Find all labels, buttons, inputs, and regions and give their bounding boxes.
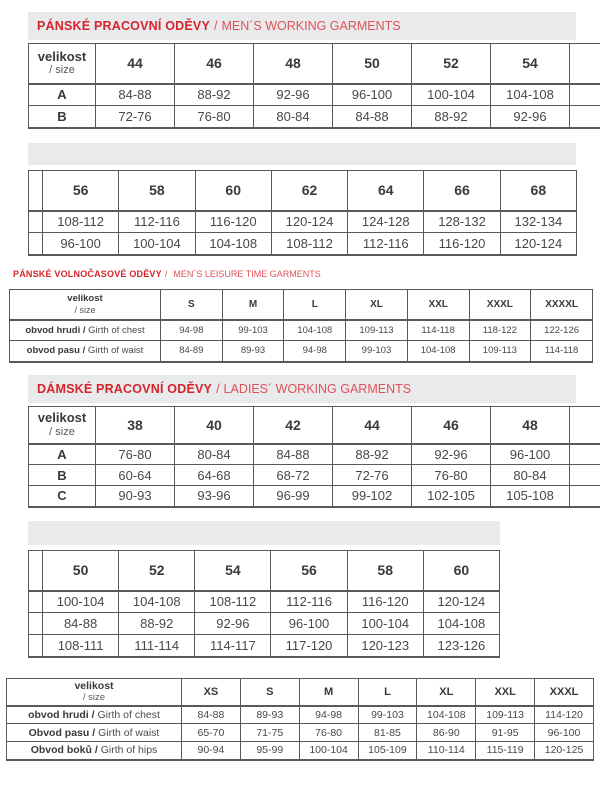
value-cell: 108-111	[43, 635, 119, 657]
section-title-czech: PÁNSKÉ PRACOVNÍ ODĚVY	[37, 19, 210, 33]
size-header-cell: S	[240, 679, 299, 706]
value-cell: 91-95	[476, 724, 535, 742]
value-cell: 100-104	[119, 233, 195, 255]
value-cell: 99-103	[358, 706, 417, 724]
value-cell: 99-103	[346, 341, 408, 362]
table-header-row	[7, 679, 594, 706]
clipped-label-cell	[29, 591, 43, 613]
size-header-cell: 40	[175, 407, 254, 444]
size-label-cell	[29, 407, 96, 444]
row-label-czech: obvod hrudi /	[28, 708, 95, 721]
clipped-label-cell	[29, 211, 43, 233]
value-cell: 120-124	[271, 211, 347, 233]
value-cell: 71-75	[240, 724, 299, 742]
clipped-column-cell	[570, 465, 600, 486]
ladies-working-sizes-table-1	[28, 406, 600, 508]
title-separator: /	[164, 269, 168, 279]
clipped-label-cell	[29, 171, 43, 211]
value-cell: 120-124	[500, 233, 576, 255]
value-cell: 112-116	[119, 211, 195, 233]
value-cell: 105-108	[491, 486, 570, 507]
value-cell: 105-109	[358, 742, 417, 760]
size-header-cell: 56	[271, 551, 347, 591]
value-cell: 76-80	[175, 106, 254, 128]
table-header-row	[29, 171, 577, 211]
clipped-column-cell	[570, 84, 600, 106]
value-cell: 115-119	[476, 742, 535, 760]
size-label-czech: velikost	[37, 48, 87, 64]
table-header-row	[29, 551, 500, 591]
size-header-cell: XL	[346, 290, 408, 320]
row-label-cell: A	[29, 84, 96, 106]
value-cell: 118-122	[469, 320, 531, 341]
size-label-english: / size	[74, 304, 96, 315]
value-cell: 60-64	[96, 465, 175, 486]
size-header-cell: 62	[271, 171, 347, 211]
clipped-column-cell	[570, 486, 600, 507]
value-cell: 104-108	[417, 706, 476, 724]
value-cell: 94-98	[161, 320, 223, 341]
title-separator: /	[216, 382, 220, 396]
value-cell: 114-118	[407, 320, 469, 341]
size-header-cell: 60	[195, 171, 271, 211]
section-title-czech: PÁNSKÉ VOLNOČASOVÉ ODĚVY	[13, 269, 162, 279]
value-cell: 92-96	[412, 444, 491, 465]
ladies-measurements-table	[6, 678, 594, 761]
size-header-cell: XXL	[476, 679, 535, 706]
section-title-english: LADIES´ WORKING GARMENTS	[223, 382, 412, 396]
value-cell: 100-104	[299, 742, 358, 760]
value-cell: 84-89	[161, 341, 223, 362]
value-cell: 116-120	[424, 233, 500, 255]
table-row	[29, 211, 577, 233]
size-label-czech: velikost	[67, 293, 103, 305]
mens-working-table1-clip	[28, 43, 600, 138]
clipped-label-cell	[29, 233, 43, 255]
table-row	[29, 233, 577, 255]
row-label-english: Girth of chest	[88, 324, 145, 336]
size-header-cell: 52	[412, 44, 491, 84]
clipped-label-cell	[29, 551, 43, 591]
row-label-cell: C	[29, 486, 96, 507]
size-header-cell: 50	[333, 44, 412, 84]
size-header-cell: 44	[333, 407, 412, 444]
value-cell: 88-92	[175, 84, 254, 106]
value-cell: 102-105	[412, 486, 491, 507]
row-label-english: Girth of chest	[97, 708, 160, 721]
table-row	[29, 444, 600, 465]
value-cell: 108-112	[43, 211, 119, 233]
value-cell: 89-93	[222, 341, 284, 362]
row-label-english: Girth of hips	[100, 744, 158, 757]
value-cell: 132-134	[500, 211, 576, 233]
row-label-cell	[10, 320, 161, 341]
table-row	[29, 635, 500, 657]
section-header-mens-leisure	[13, 269, 324, 279]
table-row	[7, 742, 594, 760]
value-cell: 114-118	[531, 341, 593, 362]
value-cell: 114-117	[195, 635, 271, 657]
table-row	[7, 706, 594, 724]
clipped-label-cell	[29, 613, 43, 635]
value-cell: 84-88	[333, 106, 412, 128]
ladies-working-sizes-table-2	[28, 550, 500, 658]
value-cell: 90-93	[96, 486, 175, 507]
row-label-english: Girth of waist	[87, 345, 144, 357]
value-cell: 120-125	[535, 742, 594, 760]
value-cell: 81-85	[358, 724, 417, 742]
clipped-column-cell	[570, 444, 600, 465]
row-label-cell: B	[29, 465, 96, 486]
size-header-cell: 50	[43, 551, 119, 591]
size-label-english: / size	[82, 692, 106, 704]
size-header-cell: 56	[43, 171, 119, 211]
row-label-cell: B	[29, 106, 96, 128]
size-header-cell: L	[358, 679, 417, 706]
size-header-cell: 66	[424, 171, 500, 211]
spacer-bar	[28, 143, 576, 165]
value-cell: 90-94	[182, 742, 241, 760]
value-cell: 104-108	[284, 320, 346, 341]
size-header-cell: 42	[254, 407, 333, 444]
value-cell: 109-113	[346, 320, 408, 341]
value-cell: 99-103	[222, 320, 284, 341]
row-label-czech: obvod hrudi /	[25, 324, 86, 336]
value-cell: 120-123	[347, 635, 423, 657]
value-cell: 96-100	[535, 724, 594, 742]
section-header-mens-working	[28, 12, 576, 40]
size-header-cell: XXL	[407, 290, 469, 320]
value-cell: 64-68	[175, 465, 254, 486]
size-header-cell: M	[299, 679, 358, 706]
value-cell: 88-92	[119, 613, 195, 635]
value-cell: 110-114	[417, 742, 476, 760]
clipped-column-cell	[570, 106, 600, 128]
table-row	[29, 106, 600, 128]
clipped-label-cell	[29, 635, 43, 657]
value-cell: 94-98	[284, 341, 346, 362]
row-label-cell	[7, 742, 182, 760]
value-cell: 96-100	[271, 613, 347, 635]
size-header-cell: 60	[423, 551, 499, 591]
value-cell: 109-113	[476, 706, 535, 724]
size-header-cell: 48	[491, 407, 570, 444]
value-cell: 117-120	[271, 635, 347, 657]
size-header-cell: L	[284, 290, 346, 320]
table-header-row	[29, 407, 600, 444]
value-cell: 100-104	[43, 591, 119, 613]
section-header-ladies-working	[28, 375, 576, 403]
value-cell: 104-108	[119, 591, 195, 613]
section-title-czech: DÁMSKÉ PRACOVNÍ ODĚVY	[37, 382, 213, 396]
value-cell: 123-126	[423, 635, 499, 657]
value-cell: 109-113	[469, 341, 531, 362]
value-cell: 76-80	[412, 465, 491, 486]
value-cell: 72-76	[96, 106, 175, 128]
value-cell: 128-132	[424, 211, 500, 233]
row-label-czech: Obvod pasu /	[28, 726, 96, 739]
size-header-cell: M	[222, 290, 284, 320]
size-header-cell: 54	[195, 551, 271, 591]
size-header-cell: XXXL	[535, 679, 594, 706]
value-cell: 124-128	[348, 211, 424, 233]
value-cell: 99-102	[333, 486, 412, 507]
value-cell: 89-93	[240, 706, 299, 724]
value-cell: 80-84	[254, 106, 333, 128]
value-cell: 95-99	[240, 742, 299, 760]
value-cell: 93-96	[175, 486, 254, 507]
mens-working-sizes-table-2	[28, 170, 577, 256]
value-cell: 120-124	[423, 591, 499, 613]
value-cell: 88-92	[412, 106, 491, 128]
size-header-cell: 54	[491, 44, 570, 84]
value-cell: 108-112	[271, 233, 347, 255]
size-header-cell: 38	[96, 407, 175, 444]
size-header-cell: XXXL	[469, 290, 531, 320]
size-header-cell: 48	[254, 44, 333, 84]
value-cell: 104-108	[195, 233, 271, 255]
size-header-cell: XL	[417, 679, 476, 706]
value-cell: 92-96	[491, 106, 570, 128]
table-header-row	[10, 290, 593, 320]
row-label-czech: Obvod boků /	[30, 744, 98, 757]
size-label-english: / size	[49, 64, 75, 77]
size-header-cell: 46	[175, 44, 254, 84]
row-label-cell	[7, 706, 182, 724]
value-cell: 80-84	[175, 444, 254, 465]
value-cell: 84-88	[43, 613, 119, 635]
value-cell: 100-104	[347, 613, 423, 635]
section-title-english: MEN´S LEISURE TIME GARMENTS	[173, 269, 321, 279]
ladies-working-table1-clip	[28, 406, 600, 516]
size-label-czech: velikost	[74, 679, 114, 692]
table-header-row	[29, 44, 600, 84]
value-cell: 76-80	[299, 724, 358, 742]
value-cell: 76-80	[96, 444, 175, 465]
size-header-cell: 64	[348, 171, 424, 211]
row-label-cell: A	[29, 444, 96, 465]
value-cell: 86-90	[417, 724, 476, 742]
table-row	[29, 591, 500, 613]
value-cell: 84-88	[254, 444, 333, 465]
value-cell: 96-100	[491, 444, 570, 465]
size-label-cell	[7, 679, 182, 706]
size-label-cell	[10, 290, 161, 320]
value-cell: 116-120	[347, 591, 423, 613]
spacer-bar	[28, 521, 500, 545]
size-header-cell: 68	[500, 171, 576, 211]
table-row	[29, 486, 600, 507]
table-row	[29, 465, 600, 486]
value-cell: 112-116	[271, 591, 347, 613]
mens-working-sizes-table-1	[28, 43, 600, 129]
table-row	[7, 724, 594, 742]
table-row	[10, 320, 593, 341]
table-row	[29, 84, 600, 106]
size-header-cell: 46	[412, 407, 491, 444]
row-label-english: Girth of waist	[98, 726, 160, 739]
size-header-cell: XXXXL	[531, 290, 593, 320]
value-cell: 84-88	[96, 84, 175, 106]
table-row	[10, 341, 593, 362]
value-cell: 88-92	[333, 444, 412, 465]
table-row	[29, 613, 500, 635]
size-header-cell: 44	[96, 44, 175, 84]
size-header-cell: 58	[347, 551, 423, 591]
value-cell: 94-98	[299, 706, 358, 724]
value-cell: 84-88	[182, 706, 241, 724]
section-title-english: MEN´S WORKING GARMENTS	[221, 19, 401, 33]
value-cell: 68-72	[254, 465, 333, 486]
clipped-column-cell	[570, 407, 600, 444]
value-cell: 112-116	[348, 233, 424, 255]
size-header-cell: 58	[119, 171, 195, 211]
value-cell: 65-70	[182, 724, 241, 742]
value-cell: 116-120	[195, 211, 271, 233]
size-header-cell: 52	[119, 551, 195, 591]
row-label-cell	[7, 724, 182, 742]
row-label-czech: obvod pasu /	[26, 345, 86, 357]
clipped-column-cell	[570, 44, 600, 84]
size-header-cell: XS	[182, 679, 241, 706]
value-cell: 92-96	[195, 613, 271, 635]
size-label-czech: velikost	[37, 410, 87, 426]
value-cell: 96-99	[254, 486, 333, 507]
size-label-cell	[29, 44, 96, 84]
row-label-cell	[10, 341, 161, 362]
value-cell: 72-76	[333, 465, 412, 486]
value-cell: 100-104	[412, 84, 491, 106]
value-cell: 108-112	[195, 591, 271, 613]
title-separator: /	[213, 19, 218, 33]
value-cell: 96-100	[43, 233, 119, 255]
value-cell: 104-108	[407, 341, 469, 362]
value-cell: 96-100	[333, 84, 412, 106]
size-header-cell: S	[161, 290, 223, 320]
size-label-english: / size	[49, 425, 75, 438]
value-cell: 92-96	[254, 84, 333, 106]
value-cell: 104-108	[491, 84, 570, 106]
value-cell: 122-126	[531, 320, 593, 341]
value-cell: 111-114	[119, 635, 195, 657]
value-cell: 104-108	[423, 613, 499, 635]
value-cell: 114-120	[535, 706, 594, 724]
mens-leisure-table	[9, 289, 593, 363]
value-cell: 80-84	[491, 465, 570, 486]
